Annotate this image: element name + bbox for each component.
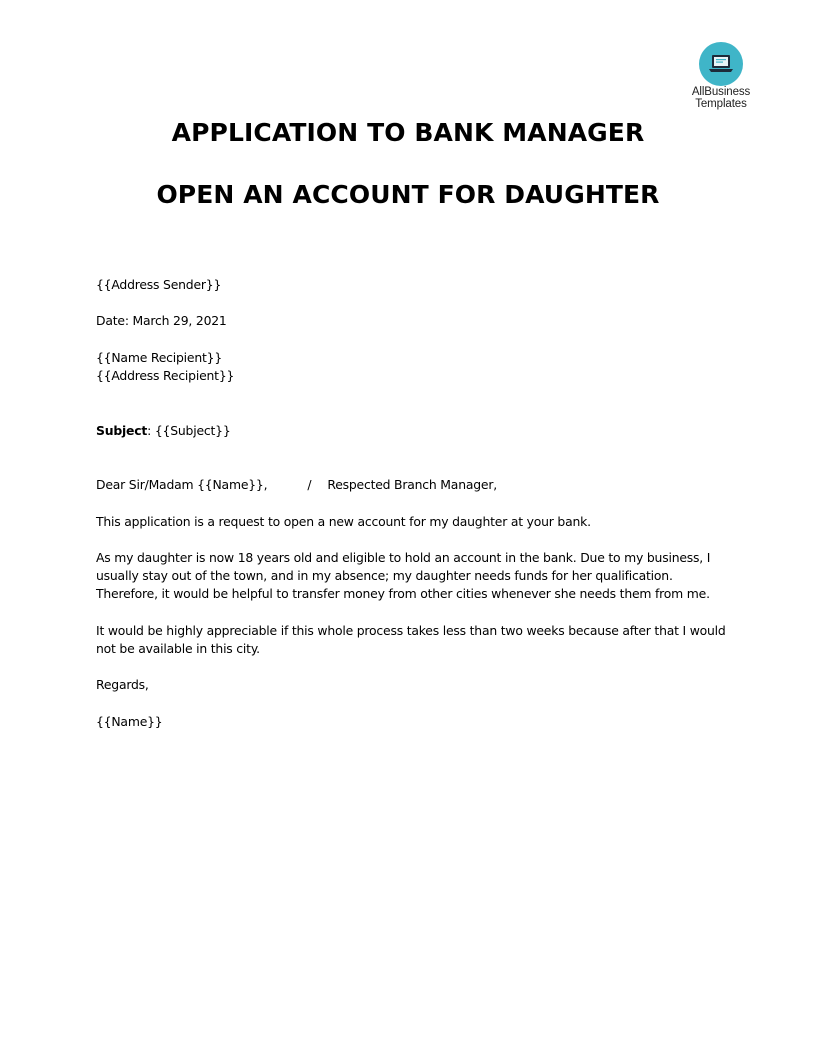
recipient-address: {{Address Recipient}} — [96, 367, 235, 383]
subject-label: Subject — [96, 422, 148, 438]
sender-address: {{Address Sender}} — [96, 277, 222, 292]
logo-text-line1: AllBusiness — [691, 86, 751, 98]
paragraph-2-line-2: usually stay out of the town, and in my absence; my daughter needs funds for her qualification. — [96, 568, 673, 584]
document-subtitle: OPEN AN ACCOUNT FOR DAUGHTER — [156, 180, 660, 209]
paragraph-1: This application is a request to open a new account for my daughter at your bank. — [96, 513, 591, 529]
paragraph-2 — [96, 549, 726, 604]
signature: {{Name}} — [96, 713, 163, 729]
paragraph-3-line-1: It would be highly appreciable if this whole process takes less than two weeks because after that I would — [96, 622, 726, 638]
salutation — [96, 476, 726, 494]
paragraph-3-line-2: not be available in this city. — [96, 640, 260, 656]
recipient-name: {{Name Recipient}} — [96, 349, 222, 365]
subject-line — [96, 422, 726, 440]
logo-text-line2: Templates — [695, 98, 747, 110]
letter-body — [96, 276, 726, 749]
paragraph-3 — [96, 622, 726, 658]
salutation-left: Dear Sir/Madam {{Name}}, — [96, 477, 268, 493]
laptop-icon — [709, 54, 733, 74]
letter-date: Date: March 29, 2021 — [96, 313, 227, 329]
recipient-block — [96, 349, 726, 385]
spacer — [96, 403, 726, 421]
subject-value: : {{Subject}} — [147, 422, 231, 438]
closing: Regards, — [96, 677, 149, 693]
salutation-slash: / — [307, 477, 312, 493]
salutation-right: Respected Branch Manager, — [327, 477, 497, 493]
spacer — [96, 458, 726, 476]
logo-text — [682, 86, 760, 110]
logo-badge — [699, 42, 743, 86]
brand-logo — [682, 42, 760, 110]
paragraph-2-line-3: Therefore, it would be helpful to transfer money from other cities whenever she needs them from me. — [96, 586, 710, 602]
paragraph-2-line-1: As my daughter is now 18 years old and eligible to hold an account in the bank. Due to my business, I — [96, 549, 711, 565]
document-title: APPLICATION TO BANK MANAGER — [171, 118, 645, 147]
